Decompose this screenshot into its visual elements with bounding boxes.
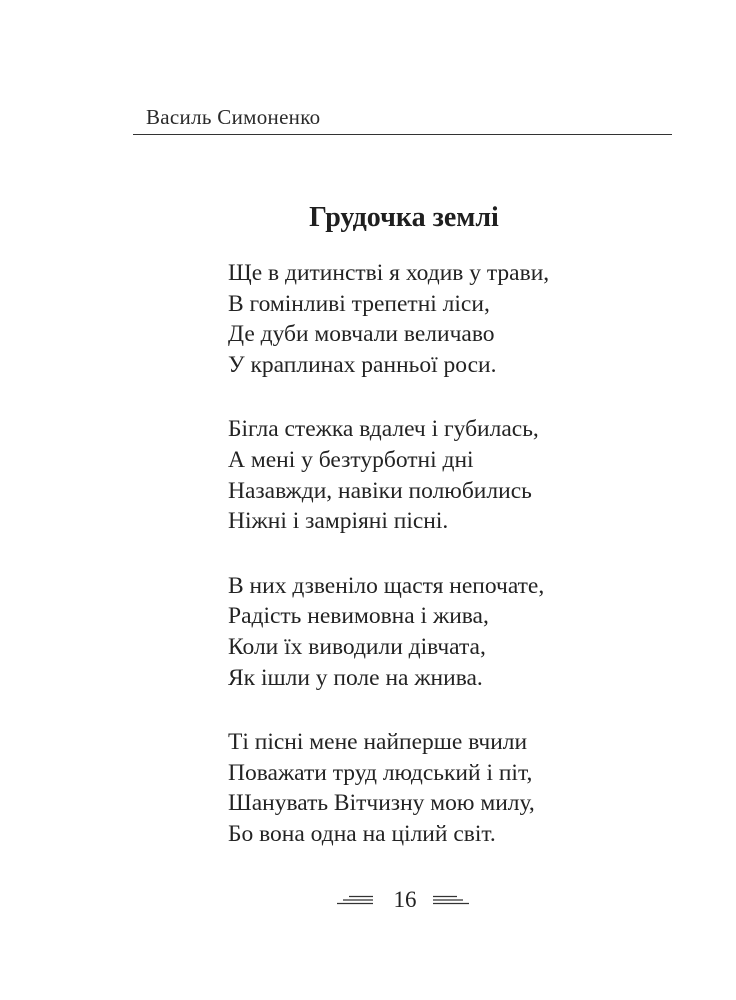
poem-line: Де дуби мовчали величаво — [228, 321, 495, 348]
page-footer — [0, 884, 736, 918]
stanza-3 — [228, 571, 668, 693]
poem-title: Грудочка землі — [309, 202, 499, 233]
poem-line: У краплинах ранньої роси. — [228, 351, 497, 378]
running-header-author: Василь Симоненко — [146, 105, 321, 129]
poem-body — [228, 258, 668, 884]
poem-line: Бо вона одна на цілий світ. — [228, 820, 496, 847]
poem-line: В гомінливі трепетні ліси, — [228, 290, 490, 317]
poem-line: А мені у безтурботні дні — [228, 446, 474, 473]
poem-line: Як ішли у поле на жнива. — [228, 664, 483, 691]
poem-line: Ті пісні мене найперше вчили — [228, 729, 528, 756]
poem-line: Радість невимовна і жива, — [228, 603, 489, 630]
left-ornament-icon — [337, 895, 373, 907]
stanza-1 — [228, 258, 668, 380]
poem-line: Ніжні і замріяні пісні. — [228, 508, 449, 535]
poem-line: В них дзвеніло щастя непочате, — [228, 572, 545, 599]
right-ornament-icon — [433, 895, 469, 907]
poem-line: Коли їх виводили дівчата, — [228, 633, 486, 660]
stanza-4 — [228, 727, 668, 849]
page-number: 16 — [393, 887, 417, 912]
poem-line: Назавжди, навіки полюбились — [228, 477, 532, 504]
running-header — [133, 98, 672, 135]
poem-line: Бігла стежка вдалеч і губилась, — [228, 416, 539, 443]
stanza-2 — [228, 414, 668, 536]
poem-line: Шанувать Вітчизну мою милу, — [228, 790, 535, 817]
poem-line: Поважати труд людський і піт, — [228, 759, 533, 786]
poem-line: Ще в дитинстві я ходив у трави, — [228, 260, 550, 286]
